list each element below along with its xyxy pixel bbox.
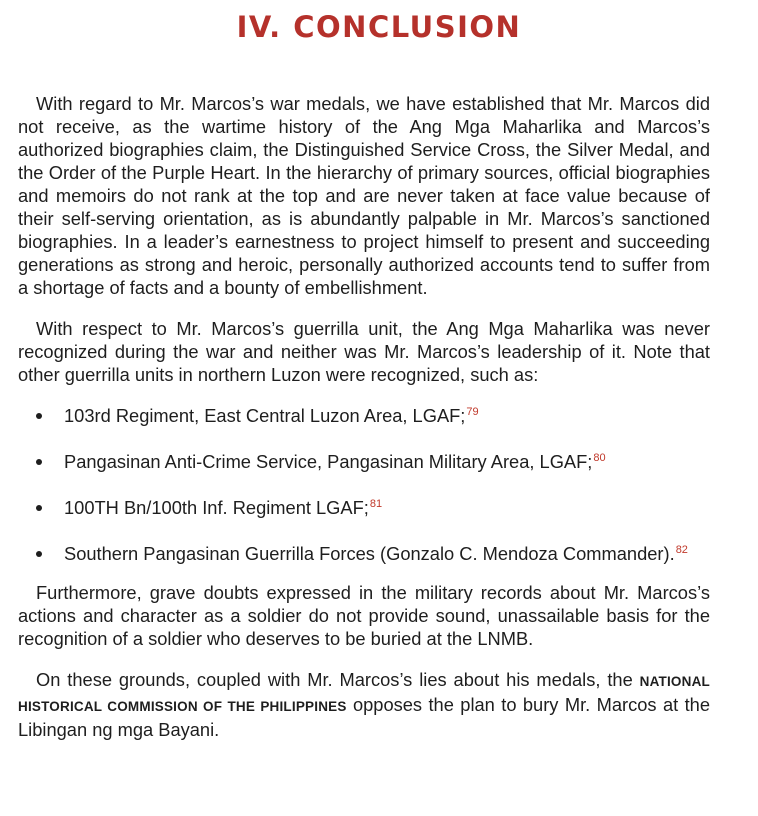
unit-name: Pangasinan Anti-Crime Service, Pangasinan Military Area, LGAF; [64,451,593,472]
bullet-icon [36,551,42,557]
footnote-ref[interactable]: 81 [369,497,383,510]
unit-name: 100TH Bn/100th Inf. Regiment LGAF; [64,497,369,518]
bullet-icon [36,459,42,465]
list-item [18,404,710,427]
unit-name: 103rd Regiment, East Central Luzon Area, LGAF; [64,405,466,426]
recognized-units-list [18,404,710,565]
section-heading: IV. CONCLUSION [236,10,522,44]
list-item [18,542,710,565]
footnote-ref[interactable]: 82 [675,543,688,556]
position-text-end: opposes the plan to bury Mr. Marcos at the Libingan ng mga Bayani. [18,694,711,740]
bullet-icon [36,505,42,511]
organization-name: NATIONAL HISTORICAL COMMISSION OF THE PHILIPPINES [18,674,710,714]
paragraph-guerrilla-unit: With respect to Mr. Marcos’s guerrilla unit, the Ang Mga Maharlika was never recognized during the war and neither was Mr. Marcos’s leadership of it. Note that other guerrilla units in northern Luzon were recognized, such as: [18,318,710,385]
unit-name: Southern Pangasinan Guerrilla Forces (Gonzalo C. Mendoza Commander). [64,543,675,564]
bullet-icon [36,413,42,419]
position-text-start: On these grounds, coupled with Mr. Marcos’s lies about his medals, the [36,669,633,690]
paragraph-military-records: Furthermore, grave doubts expressed in the military records about Mr. Marcos’s actions and character as a soldier do not provide sound, unassailable basis for the recognition of a soldier who deserves to be buried at the LNMB. [18,582,710,649]
paragraph-position [18,668,710,741]
paragraph-war-medals: With regard to Mr. Marcos’s war medals, we have established that Mr. Marcos did not receive, as the wartime history of the Ang Mga Maharlika and Marcos’s authorized biographies claim, the Distinguished Service Cross, the Silver Medal, and the Order of the Purple Heart. In the hierarchy of primary sources, official biographies and memoirs do not rank at the top and are never taken at face value because of their self-serving orientation, as is abundantly palpable in Mr. Marcos’s sanctioned biographies. In a leader’s earnestness to project himself to present and succeeding generations as strong and heroic, personally authorized accounts tend to suffer from a shortage of facts and a bounty of embellishment. [18,93,710,298]
conclusion-body [18,92,710,759]
list-item [18,496,710,519]
list-item [18,450,710,473]
footnote-ref[interactable]: 79 [466,405,479,418]
footnote-ref[interactable]: 80 [593,451,606,464]
